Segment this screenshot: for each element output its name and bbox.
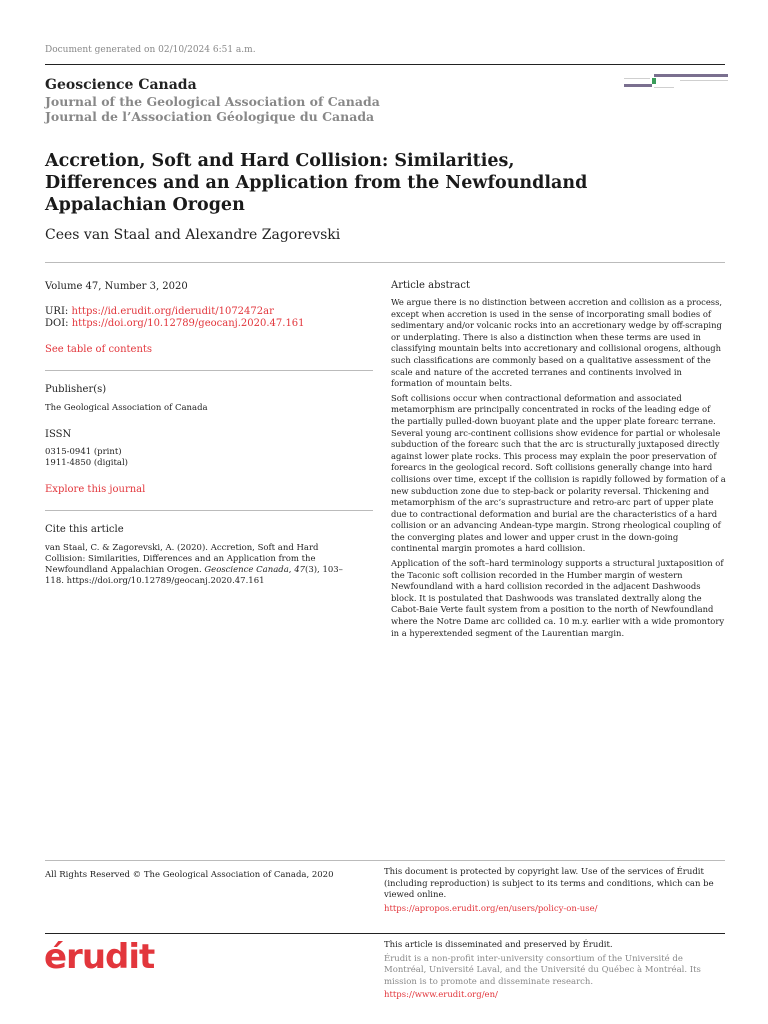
dissemination xyxy=(384,940,724,1002)
abstract-paragraph-3: Application of the soft–hard terminology supports a structural juxtaposition of the Taconic soft collision recorded in the Humber margin of western Newfoundland with a hard collision recorded in the adjacent Dashwoods block. It is postulated that Dashwoods was translated dextrally along the Cabot-Baie Verte fault system from a position to the north of Newfoundland where the Notre Dame arc collided ca. 10 m.y. earlier with a wide promontory in a hyperextended segment of the Laurentian margin. xyxy=(391,558,725,638)
volume: Volume 47, Number 3, 2020 xyxy=(45,281,188,292)
left-rule-2 xyxy=(45,510,373,511)
toc-link[interactable]: See table of contents xyxy=(45,344,153,355)
abstract-paragraph-1: We argue there is no distinction between accretion and collision as a process, except when accretion is used in the sense of incorporating small bodies of sedimentary and/or volcanic rocks into an accretionary wedge by off-scraping or underplating. There is also a distinction when these terms are used in classifying mountain belts into accretionary and collisional orogens, although such classifications are commonly based on a qualitative assessment of the scale and nature of the accreted terranes and continents involved in formation of mountain belts. xyxy=(391,297,723,389)
issn-digital: 1911-4850 (digital) xyxy=(45,458,128,468)
rights: All Rights Reserved © The Geological Association of Canada, 2020 xyxy=(45,870,334,880)
erudit-logo: érudit xyxy=(44,937,155,977)
doi-line xyxy=(45,318,305,330)
article-title: Accretion, Soft and Hard Collision: Similarities, Differences and an Application from the Newfoundland Appalachian Orogen xyxy=(45,151,588,215)
copyright-text: This document is protected by copyright law. Use of the services of Érudit (including reproduction) is subject to its terms and conditions, which can be viewed online. xyxy=(384,867,714,900)
journal-sub-fr: Journal de l’Association Géologique du Canada xyxy=(45,109,375,124)
bottom-rule xyxy=(45,933,725,934)
publisher-name: The Geological Association of Canada xyxy=(45,403,208,413)
explore-link[interactable]: Explore this journal xyxy=(45,484,146,495)
article-authors: Cees van Staal and Alexandre Zagorevski xyxy=(45,227,341,243)
generated-date: Document generated on 02/10/2024 6:51 a.m. xyxy=(45,45,256,55)
journal-logo xyxy=(624,74,728,92)
footer-rule xyxy=(45,860,725,861)
cite-heading: Cite this article xyxy=(45,524,124,535)
journal-sub-en: Journal of the Geological Association of Canada xyxy=(45,94,380,109)
journal-header xyxy=(45,76,380,124)
abstract-heading: Article abstract xyxy=(391,280,470,291)
erudit-link[interactable]: https://www.erudit.org/en/ xyxy=(384,990,498,1000)
dissemination-heading: This article is disseminated and preserved by Érudit. xyxy=(384,940,613,950)
citation: van Staal, C. & Zagorevski, A. (2020). Accretion, Soft and Hard Collision: Similarities, Differences and an Application from the Newfoundland Appalachian Orogen. Geoscience Canada, 47(3), 103–118. https://doi.org/10.12789/geocanj.2020.47.161 xyxy=(45,543,343,586)
citation-journal: Geoscience Canada xyxy=(204,565,289,575)
top-rule xyxy=(45,64,725,65)
meta-rule xyxy=(45,262,725,263)
issn-heading: ISSN xyxy=(45,429,72,440)
issn-print: 0315-0941 (print) xyxy=(45,447,122,457)
copyright-notice xyxy=(384,867,724,915)
publisher-heading: Publisher(s) xyxy=(45,384,107,395)
journal-name: Geoscience Canada xyxy=(45,77,197,93)
dissemination-text: Érudit is a non-profit inter-university consortium of the Université de Montréal, Université Laval, and the Université du Québec à Montréal. Its mission is to promote and disseminate research. xyxy=(384,953,701,987)
citation-volume: 47 xyxy=(294,565,306,575)
uri-label: URI: xyxy=(45,306,72,317)
doi-link[interactable]: https://doi.org/10.12789/geocanj.2020.47.161 xyxy=(71,318,305,329)
abstract xyxy=(391,280,726,642)
uri-line xyxy=(45,306,274,318)
policy-link[interactable]: https://apropos.erudit.org/en/users/policy-on-use/ xyxy=(384,903,598,914)
uri-link[interactable]: https://id.erudit.org/iderudit/1072472ar xyxy=(71,306,274,317)
doi-label: DOI: xyxy=(45,318,72,329)
left-rule-1 xyxy=(45,370,373,371)
abstract-paragraph-2: Soft collisions occur when contractional deformation and associated metamorphism are principally concentrated in rocks of the leading edge of the partially pulled-down buoyant plate and the upper plate forearc terrane. Several young arc-continent collisions show evidence for partial or wholesale subduction of the forearc such that the arc is structurally juxtaposed directly against lower plate rocks. This process may explain the poor preservation of forearcs in the geological record. Soft collisions generally change into hard collisions over time, except if the collision is rapidly followed by formation of a new subduction zone due to step-back or polarity reversal. Thickening and metamorphism of the arc’s suprastructure and retro-arc part of upper plate due to contractional deformation and burial are the characteristics of a hard collision or an advancing Andean-type margin. Strong rheological coupling of the converging plates and lower and upper crust in the down-going continental margin promotes a hard collision. xyxy=(391,392,726,554)
